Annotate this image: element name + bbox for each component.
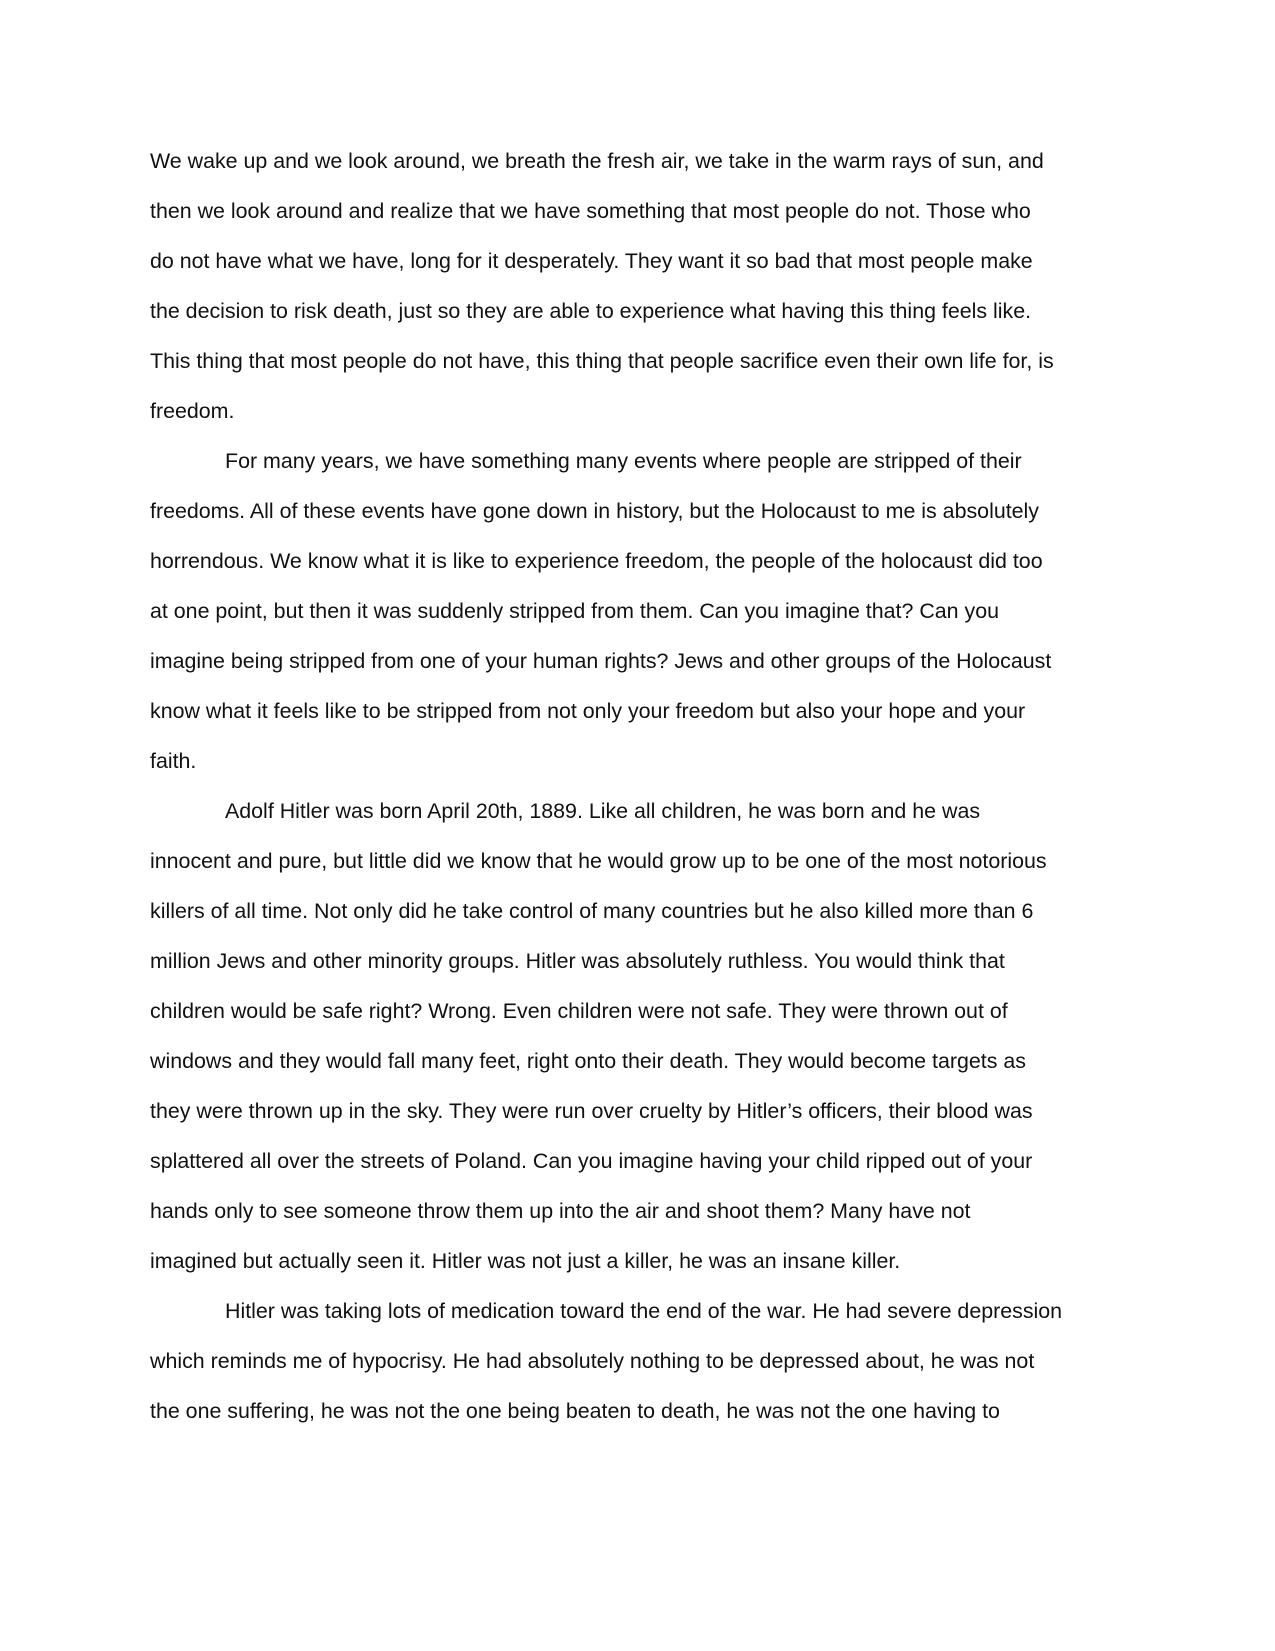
text-line: million Jews and other minority groups. Hitler was absolutely ruthless. You would think that bbox=[150, 949, 1005, 973]
text-line: do not have what we have, long for it desperately. They want it so bad that most people make bbox=[150, 249, 1033, 273]
text-line: at one point, but then it was suddenly stripped from them. Can you imagine that? Can you bbox=[150, 599, 999, 623]
text-line: We wake up and we look around, we breath the fresh air, we take in the warm rays of sun, and bbox=[150, 149, 1044, 173]
text-line: the decision to risk death, just so they are able to experience what having this thing feels like. bbox=[150, 299, 1032, 323]
text-line: imagine being stripped from one of your human rights? Jews and other groups of the Holocaust bbox=[150, 649, 1052, 673]
text-line: horrendous. We know what it is like to experience freedom, the people of the holocaust did too bbox=[150, 549, 1043, 573]
text-line: freedom. bbox=[150, 399, 235, 423]
text-line: children would be safe right? Wrong. Even children were not safe. They were thrown out of bbox=[150, 999, 1008, 1023]
text-line: imagined but actually seen it. Hitler was not just a killer, he was an insane killer. bbox=[150, 1249, 901, 1273]
text-line: they were thrown up in the sky. They were run over cruelty by Hitler’s officers, their blood was bbox=[150, 1099, 1033, 1123]
text-line: Hitler was taking lots of medication toward the end of the war. He had severe depression bbox=[225, 1299, 1063, 1323]
text-line: hands only to see someone throw them up into the air and shoot them? Many have not bbox=[150, 1199, 971, 1223]
text-line: For many years, we have something many events where people are stripped of their bbox=[225, 449, 1022, 473]
text-line: innocent and pure, but little did we know that he would grow up to be one of the most notorious bbox=[150, 849, 1047, 873]
text-line: windows and they would fall many feet, right onto their death. They would become targets as bbox=[150, 1049, 1026, 1073]
text-line: faith. bbox=[150, 749, 197, 773]
text-line: then we look around and realize that we have something that most people do not. Those who bbox=[150, 199, 1031, 223]
text-line: This thing that most people do not have, this thing that people sacrifice even their own life for, is bbox=[150, 349, 1054, 373]
text-line: know what it feels like to be stripped from not only your freedom but also your hope and your bbox=[150, 699, 1026, 723]
text-line: the one suffering, he was not the one being beaten to death, he was not the one having to bbox=[150, 1399, 1000, 1423]
text-line: Adolf Hitler was born April 20th, 1889. Like all children, he was born and he was bbox=[225, 799, 981, 823]
text-line: which reminds me of hypocrisy. He had absolutely nothing to be depressed about, he was not bbox=[150, 1349, 1035, 1373]
text-line: killers of all time. Not only did he take control of many countries but he also killed more than 6 bbox=[150, 899, 1034, 923]
text-line: freedoms. All of these events have gone down in history, but the Holocaust to me is absolutely bbox=[150, 499, 1040, 523]
text-line: splattered all over the streets of Poland. Can you imagine having your child ripped out of your bbox=[150, 1149, 1033, 1173]
